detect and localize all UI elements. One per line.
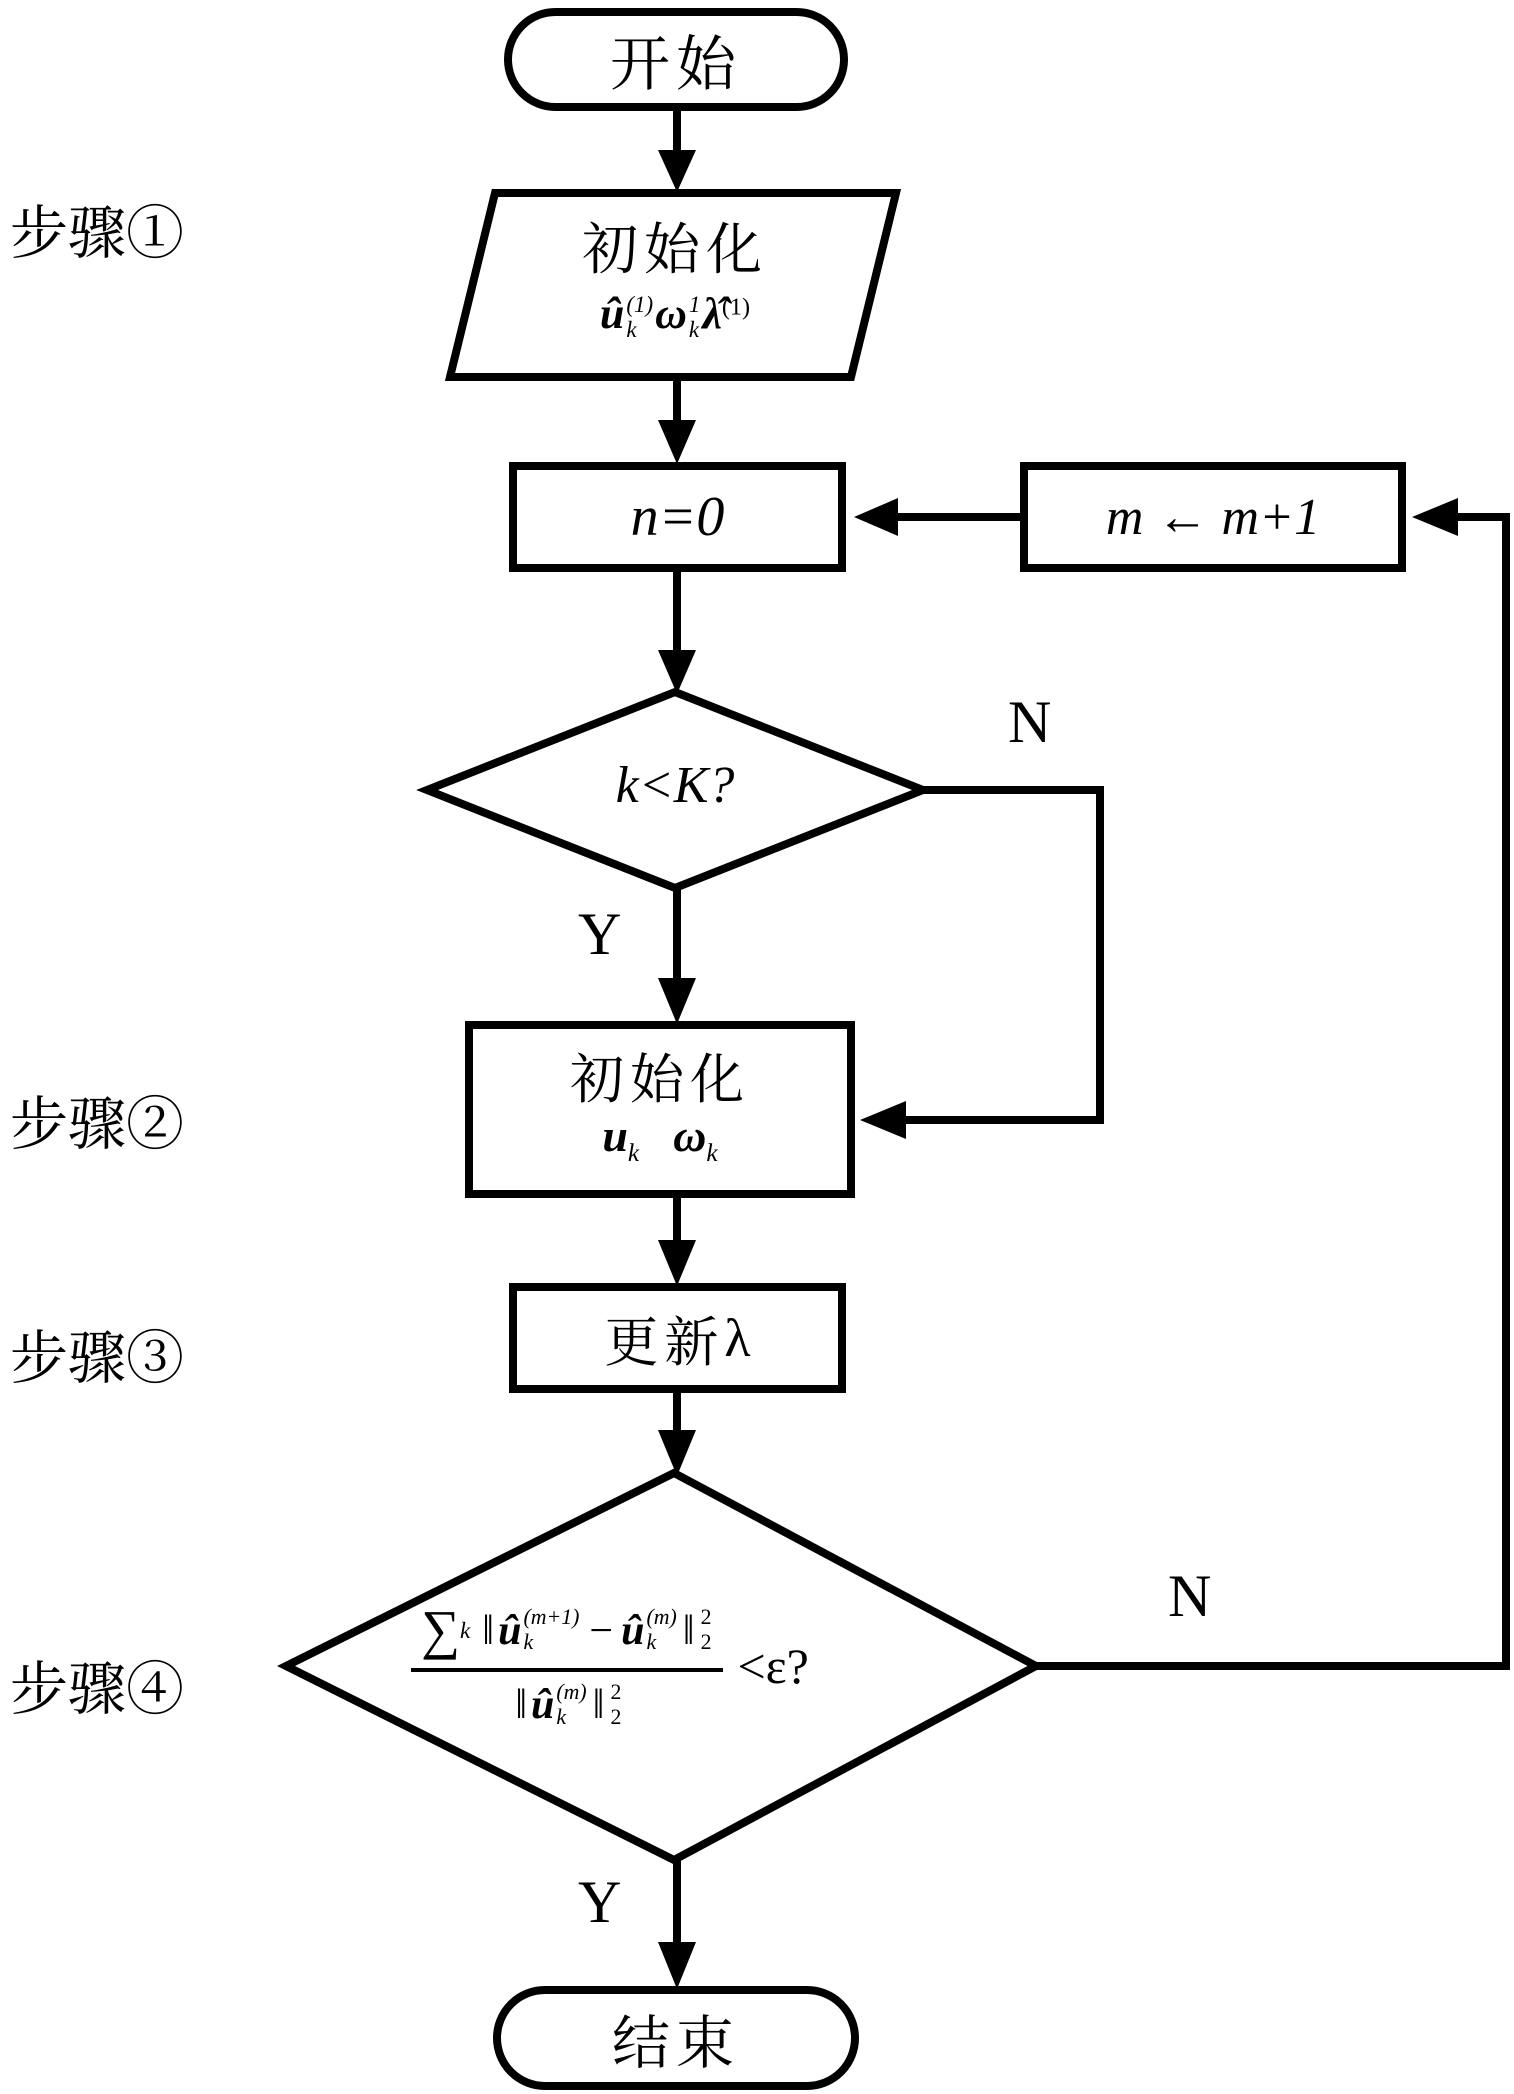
converge-node — [300, 1553, 920, 1779]
u-hat-sup: (m) — [556, 1679, 587, 1704]
u-hat-sub: k — [556, 1704, 567, 1729]
update-lambda-label: 更新 — [604, 1312, 725, 1373]
lambda-symbol: λ — [724, 1308, 751, 1368]
norm-sup: 2 — [700, 1605, 712, 1630]
omega-sub: k — [688, 317, 700, 343]
omega-sup: 1 — [688, 291, 701, 317]
omega-symbol: ω — [673, 1109, 707, 1161]
norm-sub: 2 — [700, 1630, 712, 1655]
m-increment-node — [1020, 462, 1406, 572]
u-hat-sup: (m+1) — [523, 1605, 580, 1630]
update-lambda-node — [509, 1283, 846, 1393]
norm-open-symbol: ‖ — [515, 1682, 527, 1729]
arrowhead-down-icon — [658, 420, 696, 464]
edge-label-yes-2: Y — [578, 1869, 622, 1935]
lambda-hat-symbol: λ̂ — [702, 289, 722, 338]
u-hat-sub: k — [626, 317, 637, 343]
u-symbol: u — [602, 1109, 628, 1161]
converge-comparison: <ε? — [737, 1638, 809, 1694]
converge-numerator — [411, 1599, 723, 1672]
sum-sub: k — [460, 1616, 471, 1643]
edge-converge-no-path — [1036, 517, 1506, 1666]
arrowhead-left-icon — [1412, 498, 1458, 536]
norm-close-symbol: ‖ — [592, 1682, 605, 1729]
n-reset-label: n=0 — [630, 486, 725, 548]
arrowhead-down-icon — [658, 1240, 696, 1286]
init-parallelogram-node — [465, 206, 885, 342]
u-hat-symbol: û — [531, 1682, 555, 1729]
u-hat-symbol: û — [498, 1607, 522, 1654]
norm-sub: 2 — [610, 1704, 622, 1729]
start-node — [504, 8, 848, 111]
converge-denominator — [511, 1672, 623, 1729]
u-sub: k — [627, 1138, 640, 1167]
arrowhead-down-icon — [658, 1942, 696, 1989]
step-label-1: 步骤① — [10, 201, 185, 266]
u-hat-symbol: û — [599, 289, 625, 338]
norm-open-symbol: ‖ — [482, 1607, 495, 1654]
edge-label-yes-1: Y — [578, 901, 622, 967]
init-k-formula — [602, 1111, 717, 1168]
lambda-hat-sup: (1) — [721, 293, 751, 321]
step-label-3: 步骤③ — [10, 1326, 185, 1391]
minus-symbol: − — [589, 1607, 614, 1654]
init-title: 初始化 — [582, 220, 768, 282]
u-hat-sup: (1) — [626, 291, 654, 317]
arrowhead-down-icon — [658, 1430, 696, 1476]
arrowhead-left-icon — [854, 498, 898, 536]
u-hat-sup: (m) — [646, 1605, 677, 1630]
edge-label-no-2: N — [1168, 1563, 1212, 1629]
edge-label-no-1: N — [1008, 689, 1052, 755]
start-label: 开始 — [610, 31, 742, 98]
init-k-title: 初始化 — [570, 1050, 750, 1111]
end-label: 结束 — [611, 2011, 740, 2076]
init-formula — [465, 288, 885, 342]
step-label-4: 步骤④ — [10, 1657, 185, 1722]
init-k-node — [465, 1021, 855, 1198]
u-hat-sub: k — [646, 1630, 657, 1655]
arrowhead-down-icon — [658, 978, 696, 1024]
k-check-node — [502, 756, 848, 815]
arrowhead-left-icon — [860, 1101, 906, 1139]
u-hat-symbol: û — [621, 1607, 645, 1654]
edge-kcheck-no-path — [904, 790, 1100, 1120]
m-increment-label: m ← m+1 — [1105, 488, 1321, 546]
sum-symbol: ∑ — [421, 1599, 461, 1661]
omega-sub: k — [706, 1138, 718, 1167]
step-label-2: 步骤② — [10, 1092, 185, 1157]
n-reset-node — [509, 462, 846, 572]
norm-sup: 2 — [610, 1679, 622, 1704]
norm-close-symbol: ‖ — [682, 1607, 695, 1654]
u-hat-sub: k — [523, 1630, 534, 1655]
arrowhead-down-icon — [658, 150, 696, 192]
arrowhead-down-icon — [658, 650, 696, 694]
k-check-label: k<K? — [615, 757, 735, 814]
end-node — [493, 1986, 859, 2090]
omega-symbol: ω — [655, 289, 687, 338]
converge-fraction — [411, 1599, 723, 1729]
